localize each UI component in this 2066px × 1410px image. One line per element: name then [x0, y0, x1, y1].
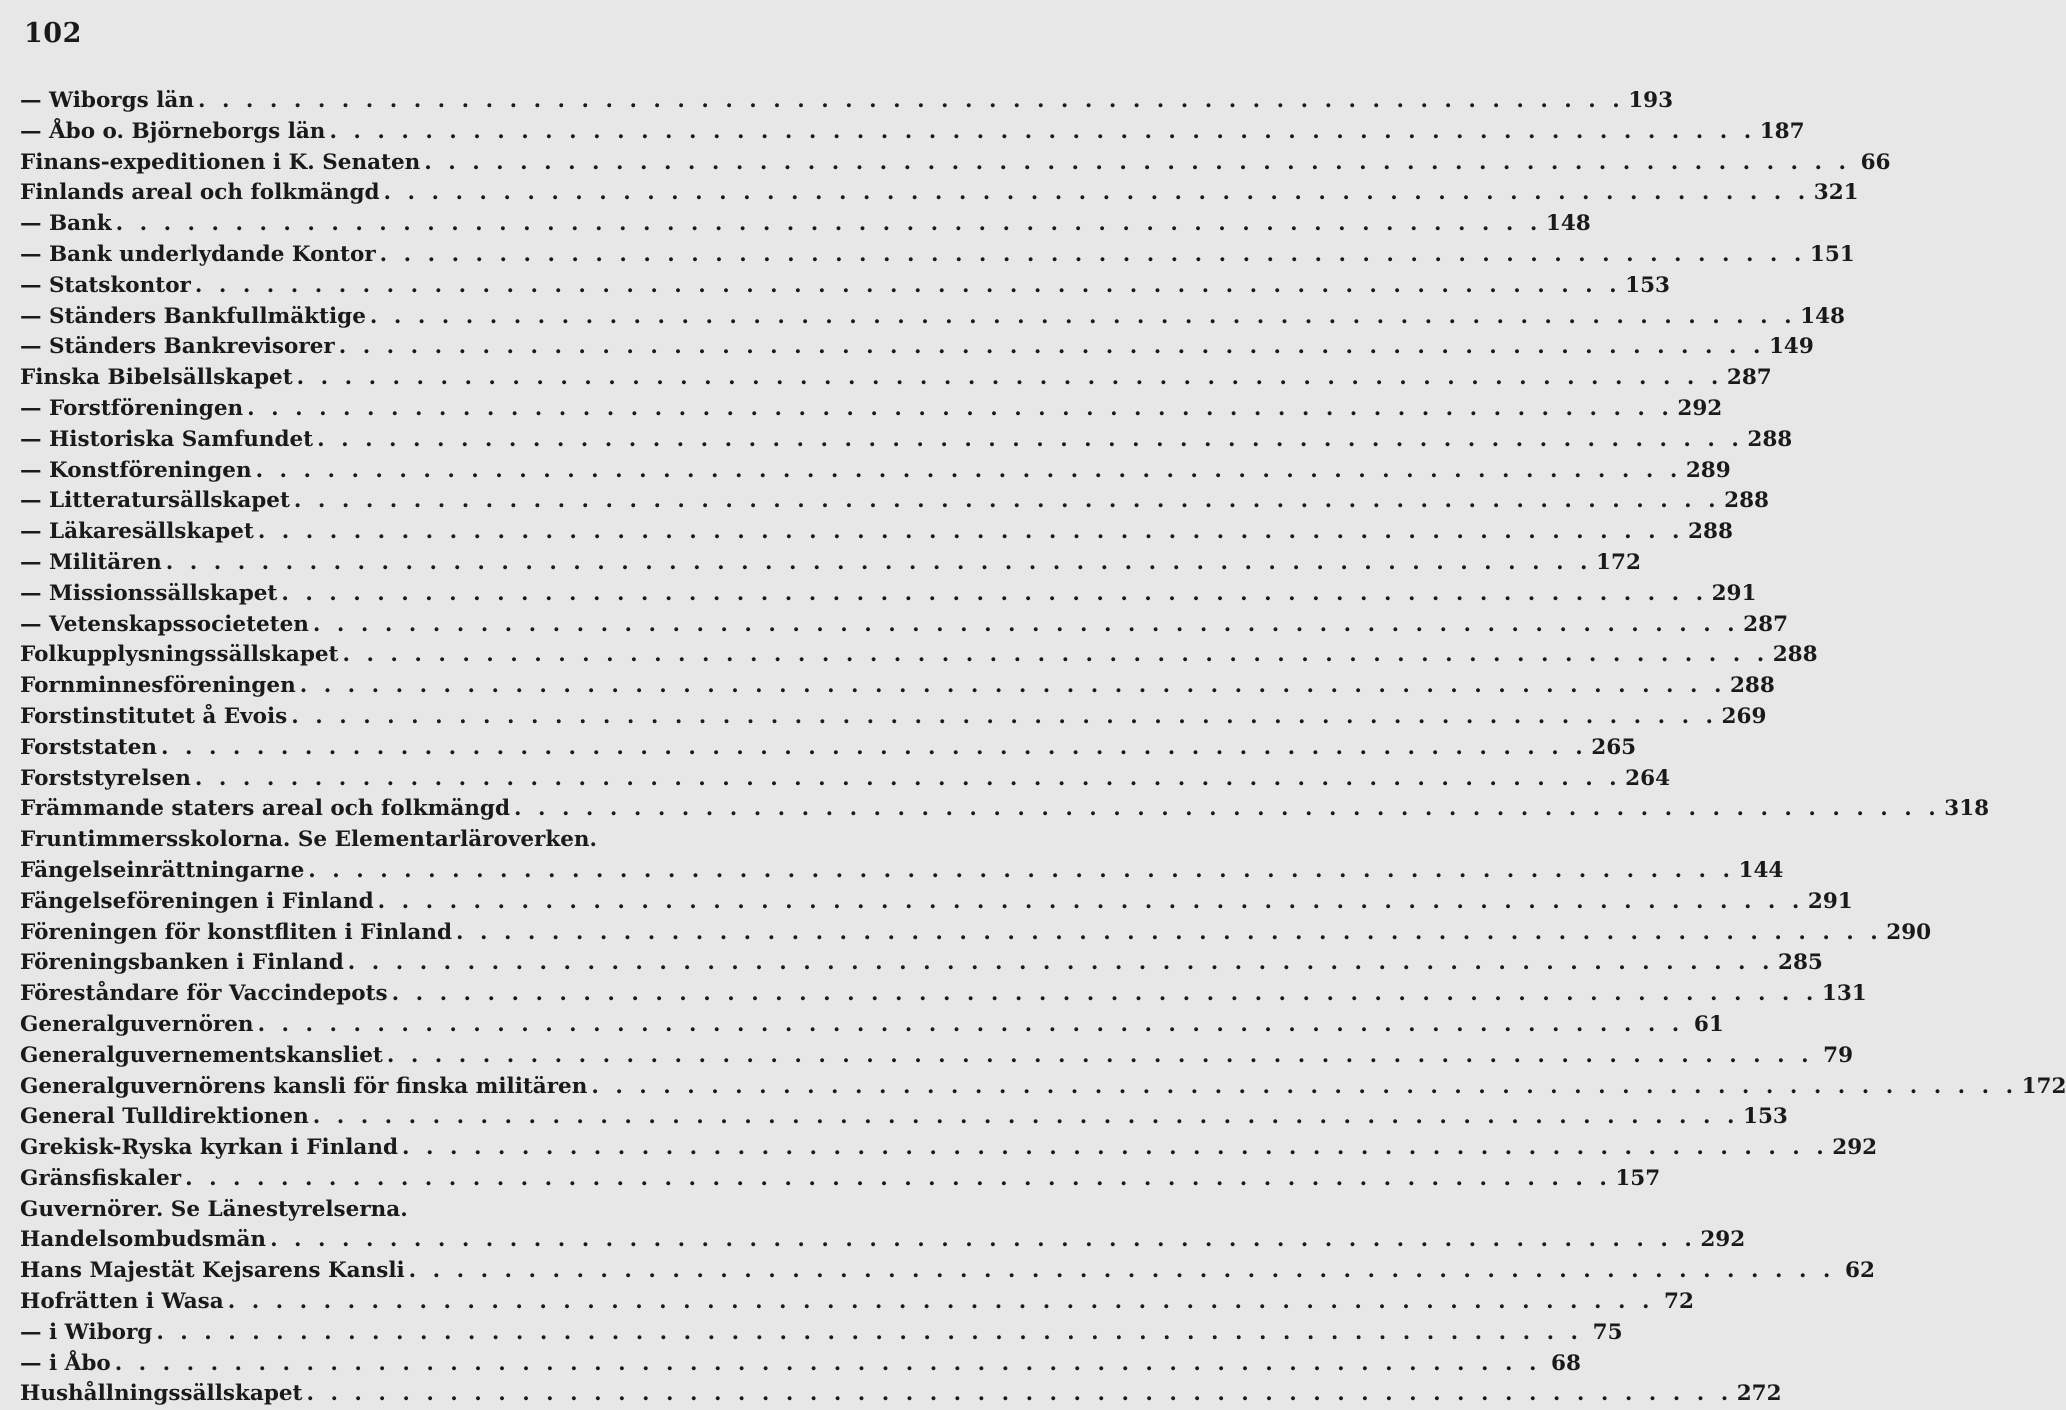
entry-title: — i Åbo: [20, 1350, 111, 1376]
entry-page-number: 288: [1747, 426, 1793, 452]
dot-leader: . . . . . . . . . . . . . . . . . . . . . . . . . . . . . . . . . . . . . . . . . . . . . . . . . . . . . . . . . . . .: [402, 1135, 1829, 1161]
dot-leader: . . . . . . . . . . . . . . . . . . . . . . . . . . . . . . . . . . . . . . . . . . . . . . . . . . . . . . . . . . . .: [386, 1042, 1814, 1068]
entry-page-number: 269: [1721, 703, 1767, 729]
dot-leader: . . . . . . . . . . . . . . . . . . . . . . . . . . . . . . . . . . . . . . . . . . . . . . . . . . . . . . . . . . . .: [306, 1381, 1733, 1407]
entry-title: Forststaten: [20, 734, 157, 760]
entry-page-number: 290: [1886, 919, 1932, 945]
dot-leader: . . . . . . . . . . . . . . . . . . . . . . . . . . . . . . . . . . . . . . . . . . . . . . . . . . . . . . . . . . . .: [281, 580, 1708, 606]
index-entry: [20, 825, 797, 856]
entry-page-number: 193: [1628, 88, 1674, 113]
dot-leader: . . . . . . . . . . . . . . . . . . . . . . . . . . . . . . . . . . . . . . . . . . . . . . . . . . . . . . . . . . . .: [379, 241, 1806, 267]
dot-leader: . . . . . . . . . . . . . . . . . . . . . . . . . . . . . . . . . . . . . . . . . . . . . . . . . . . . . . . . . . . .: [156, 1319, 1583, 1345]
index-entry: [20, 209, 1591, 240]
entry-page-number: 292: [1677, 395, 1723, 421]
dot-leader: . . . . . . . . . . . . . . . . . . . . . . . . . . . . . . . . . . . . . . . . . . . . . . . . . . . . . . . . . . . .: [317, 426, 1744, 452]
dot-leader: . . . . . . . . . . . . . . . . . . . . . . . . . . . . . . . . . . . . . . . . . . . . . . . . . . . . . . . . . . . .: [185, 1165, 1612, 1191]
entry-page-number: 172: [1596, 549, 1641, 575]
dot-leader: . . . . . . . . . . . . . . . . . . . . . . . . . . . . . . . . . . . . . . . . . . . . . . . . . . . . . . . . . . . .: [296, 365, 1723, 391]
index-entry: [20, 1041, 1854, 1072]
entry-page-number: 131: [1821, 981, 1867, 1007]
entry-page-number: 66: [1860, 149, 1891, 175]
index-entry: [20, 764, 1671, 795]
index-entry: [20, 1072, 2066, 1103]
index-entry: [20, 240, 1855, 271]
dot-leader: . . . . . . . . . . . . . . . . . . . . . . . . . . . . . . . . . . . . . . . . . . . . . . . . . . . . . . . . . . . .: [255, 457, 1682, 483]
dot-leader: . . . . . . . . . . . . . . . . . . . . . . . . . . . . . . . . . . . . . . . . . . . . . . . . . . . . . . . . . . . .: [369, 303, 1797, 329]
entry-page-number: 291: [1711, 580, 1757, 606]
entry-title: Forstinstitutet å Evois: [20, 703, 288, 729]
dot-leader: . . . . . . . . . . . . . . . . . . . . . . . . . . . . . . . . . . . . . . . . . . . . . . . . . . . . . . . . . . . .: [194, 272, 1622, 298]
index-list: [20, 86, 2066, 1410]
entry-page-number: 144: [1738, 857, 1784, 883]
index-entry: [20, 425, 1793, 456]
entry-title: Föreningen för konstfliten i Finland: [20, 919, 453, 945]
dot-leader: . . . . . . . . . . . . . . . . . . . . . . . . . . . . . . . . . . . . . . . . . . . . . . . . . . . . . . . . . . . .: [514, 796, 1941, 822]
index-entry: [20, 86, 1674, 117]
entry-title: Finlands areal och folkmängd: [20, 180, 380, 206]
dot-leader: . . . . . . . . . . . . . . . . . . . . . . . . . . . . . . . . . . . . . . . . . . . . . . . . . . . . . . . . . . . .: [165, 549, 1593, 575]
entry-page-number: 62: [1844, 1258, 1875, 1284]
index-entry: [20, 1102, 1788, 1133]
entry-page-number: 292: [1700, 1227, 1746, 1253]
entry-page-number: 288: [1772, 642, 1818, 668]
dot-leader: . . . . . . . . . . . . . . . . . . . . . . . . . . . . . . . . . . . . . . . . . . . . . . . . . . . . . . . . . . . .: [270, 1227, 1697, 1253]
index-entry: [20, 302, 1845, 333]
entry-title: Gränsfiskaler: [20, 1165, 182, 1191]
entry-page-number: 153: [1625, 272, 1671, 298]
entry-page-number: 272: [1736, 1381, 1782, 1407]
dot-leader: . . . . . . . . . . . . . . . . . . . . . . . . . . . . . . . . . . . . . . . . . . . . . . . . . . . . . . . . . . . .: [312, 611, 1740, 637]
entry-page-number: 75: [1592, 1319, 1623, 1345]
entry-page-number: 292: [1832, 1135, 1878, 1161]
entry-page-number: 265: [1591, 734, 1637, 760]
dot-leader: . . . . . . . . . . . . . . . . . . . . . . . . . . . . . . . . . . . . . . . . . . . . . . . . . . . . . . . . . . . .: [247, 395, 1674, 421]
dot-leader: . . . . . . . . . . . . . . . . . . . . . . . . . . . . . . . . . . . . . . . . . . . . . . . . . . . . . . . . . . . .: [293, 488, 1721, 514]
entry-page-number: 291: [1807, 888, 1853, 914]
index-entry: [20, 1164, 1661, 1195]
index-entry: [20, 1318, 1623, 1349]
index-entry: [20, 794, 1990, 825]
entry-title: Fängelseinrättningarne: [20, 857, 305, 883]
entry-title: — Statskontor: [20, 272, 191, 298]
entry-title: General Tulldirektionen: [20, 1104, 309, 1130]
entry-title: — Läkaresällskapet: [20, 519, 254, 545]
index-entry: [20, 640, 1818, 671]
entry-page-number: 285: [1778, 950, 1823, 976]
dot-leader: . . . . . . . . . . . . . . . . . . . . . . . . . . . . . . . . . . . . . . . . . . . . . . . . . . . . . . . . . . . .: [338, 334, 1765, 360]
entry-title: Forststyrelsen: [20, 765, 191, 791]
index-entry: [20, 517, 1733, 548]
entry-page-number: 289: [1685, 457, 1731, 483]
entry-title: — Bank underlydande Kontor: [20, 241, 376, 267]
index-entry: [20, 456, 1731, 487]
dot-leader: . . . . . . . . . . . . . . . . . . . . . . . . . . . . . . . . . . . . . . . . . . . . . . . . . . . . . . . . . . . .: [456, 919, 1883, 945]
dot-leader: . . . . . . . . . . . . . . . . . . . . . . . . . . . . . . . . . . . . . . . . . . . . . . . . . . . . . . . . . . . .: [408, 1258, 1835, 1284]
entry-title: — Ständers Bankrevisorer: [20, 334, 335, 360]
index-entry: [20, 1349, 1581, 1380]
index-entry: [20, 1195, 797, 1226]
index-entry: [20, 271, 1671, 302]
entry-page-number: 288: [1724, 488, 1770, 514]
entry-page-number: 72: [1664, 1289, 1694, 1315]
dot-leader: . . . . . . . . . . . . . . . . . . . . . . . . . . . . . . . . . . . . . . . . . . . . . . . . . . . . . . . . . . . .: [377, 888, 1804, 914]
entry-title: — Bank: [20, 211, 112, 237]
entry-page-number: 148: [1545, 211, 1591, 237]
index-entry: [20, 610, 1789, 641]
entry-page-number: 187: [1759, 118, 1805, 144]
entry-page-number: 264: [1625, 765, 1671, 791]
entry-page-number: 288: [1688, 519, 1733, 545]
entry-page-number: 321: [1813, 180, 1859, 206]
dot-leader: . . . . . . . . . . . . . . . . . . . . . . . . . . . . . . . . . . . . . . . . . . . . . . . . . . . . . . . . . . . .: [342, 642, 1769, 668]
entry-title: Generalguvernörens kansli för finska militären: [20, 1073, 588, 1099]
index-entry: [20, 733, 1637, 764]
dot-leader: . . . . . . . . . . . . . . . . . . . . . . . . . . . . . . . . . . . . . . . . . . . . . . . . . . . . . . . . . . . .: [308, 857, 1735, 883]
index-entry: [20, 1010, 1724, 1041]
entry-title: Föreståndare för Vaccindepots: [20, 981, 388, 1007]
dot-leader: . . . . . . . . . . . . . . . . . . . . . . . . . . . . . . . . . . . . . . . . . . . . . . . . . . . . . . . . . . . .: [194, 765, 1622, 791]
entry-title: Fängelseföreningen i Finland: [20, 888, 374, 914]
entry-title: — Ständers Bankfullmäktige: [20, 303, 366, 329]
dot-leader: . . . . . . . . . . . . . . . . . . . . . . . . . . . . . . . . . . . . . . . . . . . . . . . . . . . . . . . . . . . .: [591, 1073, 2018, 1099]
entry-page-number: 79: [1823, 1042, 1854, 1068]
entry-title: Fornminnesföreningen: [20, 673, 296, 699]
entry-page-number: 172: [2021, 1073, 2066, 1099]
index-entry: [20, 178, 1859, 209]
index-entry: [20, 702, 1767, 733]
index-entry: [20, 148, 1891, 179]
entry-title: Generalguvernementskansliet: [20, 1042, 383, 1068]
dot-leader: . . . . . . . . . . . . . . . . . . . . . . . . . . . . . . . . . . . . . . . . . . . . . . . . . . . . . . . . . . . .: [197, 88, 1625, 113]
dot-leader: . . . . . . . . . . . . . . . . . . . . . . . . . . . . . . . . . . . . . . . . . . . . . . . . . . . . . . . . . . . .: [115, 211, 1542, 237]
entry-title: Fruntimmersskolorna. Se Elementarläroverken.: [20, 827, 598, 853]
index-entry: [20, 332, 1814, 363]
entry-page-number: 287: [1743, 611, 1789, 637]
entry-page-number: 151: [1809, 241, 1855, 267]
index-entry: [20, 979, 1867, 1010]
dot-leader: . . . . . . . . . . . . . . . . . . . . . . . . . . . . . . . . . . . . . . . . . . . . . . . . . . . . . . . . . . . .: [227, 1289, 1654, 1315]
dot-leader: . . . . . . . . . . . . . . . . . . . . . . . . . . . . . . . . . . . . . . . . . . . . . . . . . . . . . . . . . . . .: [347, 950, 1775, 976]
index-entry: [20, 1225, 1746, 1256]
entry-title: Föreningsbanken i Finland: [20, 950, 344, 976]
entry-title: — i Wiborg: [20, 1319, 153, 1345]
entry-title: Grekisk-Ryska kyrkan i Finland: [20, 1135, 399, 1161]
entry-title: — Vetenskapssocieteten: [20, 611, 309, 637]
dot-leader: . . . . . . . . . . . . . . . . . . . . . . . . . . . . . . . . . . . . . . . . . . . . . . . . . . . . . . . . . . . .: [391, 981, 1818, 1007]
page-number: 102: [24, 18, 82, 49]
index-entry: [20, 1379, 1782, 1410]
dot-leader: . . . . . . . . . . . . . . . . . . . . . . . . . . . . . . . . . . . . . . . . . . . . . . . . . . . . . . . . . . . .: [257, 519, 1685, 545]
entry-page-number: 68: [1551, 1350, 1581, 1376]
entry-title: — Missionssällskapet: [20, 580, 278, 606]
entry-page-number: 149: [1768, 334, 1814, 360]
index-entry: [20, 1287, 1694, 1318]
entry-title: Guvernörer. Se Länestyrelserna.: [20, 1196, 408, 1222]
index-entry: [20, 856, 1784, 887]
entry-page-number: 157: [1615, 1165, 1661, 1191]
entry-title: — Litteratursällskapet: [20, 488, 290, 514]
entry-title: — Wiborgs län: [20, 88, 194, 113]
index-entry: [20, 363, 1772, 394]
entry-title: — Åbo o. Björneborgs län: [20, 118, 326, 144]
entry-page-number: 61: [1693, 1011, 1724, 1037]
index-entry: [20, 918, 1932, 949]
index-entry: [20, 1256, 1875, 1287]
entry-title: — Konstföreningen: [20, 457, 252, 483]
index-entry: [20, 394, 1723, 425]
dot-leader: . . . . . . . . . . . . . . . . . . . . . . . . . . . . . . . . . . . . . . . . . . . . . . . . . . . . . . . . . . . .: [161, 734, 1588, 760]
entry-page-number: 288: [1729, 673, 1775, 699]
entry-title: — Forstföreningen: [20, 395, 244, 421]
entry-page-number: 148: [1800, 303, 1845, 329]
index-entry: [20, 117, 1805, 148]
entry-title: Folkupplysningssällskapet: [20, 642, 339, 668]
entry-page-number: 318: [1944, 796, 1990, 822]
dot-leader: . . . . . . . . . . . . . . . . . . . . . . . . . . . . . . . . . . . . . . . . . . . . . . . . . . . . . . . . . . . .: [424, 149, 1851, 175]
entry-title: Finska Bibelsällskapet: [20, 365, 293, 391]
dot-leader: . . . . . . . . . . . . . . . . . . . . . . . . . . . . . . . . . . . . . . . . . . . . . . . . . . . . . . . . . . . .: [114, 1350, 1541, 1376]
dot-leader: . . . . . . . . . . . . . . . . . . . . . . . . . . . . . . . . . . . . . . . . . . . . . . . . . . . . . . . . . . . .: [299, 673, 1726, 699]
dot-leader: . . . . . . . . . . . . . . . . . . . . . . . . . . . . . . . . . . . . . . . . . . . . . . . . . . . . . . . . . . . .: [257, 1011, 1684, 1037]
index-entry: [20, 671, 1775, 702]
entry-page-number: 287: [1726, 365, 1772, 391]
entry-title: Hushållningssällskapet: [20, 1381, 303, 1407]
index-entry: [20, 486, 1770, 517]
entry-title: Generalguvernören: [20, 1011, 254, 1037]
index-entry: [20, 948, 1823, 979]
entry-title: — Militären: [20, 549, 162, 575]
index-entry: [20, 1133, 1878, 1164]
dot-leader: . . . . . . . . . . . . . . . . . . . . . . . . . . . . . . . . . . . . . . . . . . . . . . . . . . . . . . . . . . . .: [291, 703, 1718, 729]
entry-title: Handelsombudsmän: [20, 1227, 267, 1253]
entry-title: — Historiska Samfundet: [20, 426, 314, 452]
entry-title: Främmande staters areal och folkmängd: [20, 796, 510, 822]
entry-title: Finans-expeditionen i K. Senaten: [20, 149, 421, 175]
entry-title: Hofrätten i Wasa: [20, 1289, 224, 1315]
index-entry: [20, 579, 1757, 610]
dot-leader: . . . . . . . . . . . . . . . . . . . . . . . . . . . . . . . . . . . . . . . . . . . . . . . . . . . . . . . . . . . .: [383, 180, 1810, 206]
dot-leader: . . . . . . . . . . . . . . . . . . . . . . . . . . . . . . . . . . . . . . . . . . . . . . . . . . . . . . . . . . . .: [329, 118, 1756, 144]
index-entry: [20, 548, 1641, 579]
entry-page-number: 153: [1742, 1104, 1788, 1130]
index-entry: [20, 887, 1853, 918]
entry-title: Hans Majestät Kejsarens Kansli: [20, 1258, 405, 1284]
dot-leader: . . . . . . . . . . . . . . . . . . . . . . . . . . . . . . . . . . . . . . . . . . . . . . . . . . . . . . . . . . . .: [312, 1104, 1739, 1130]
